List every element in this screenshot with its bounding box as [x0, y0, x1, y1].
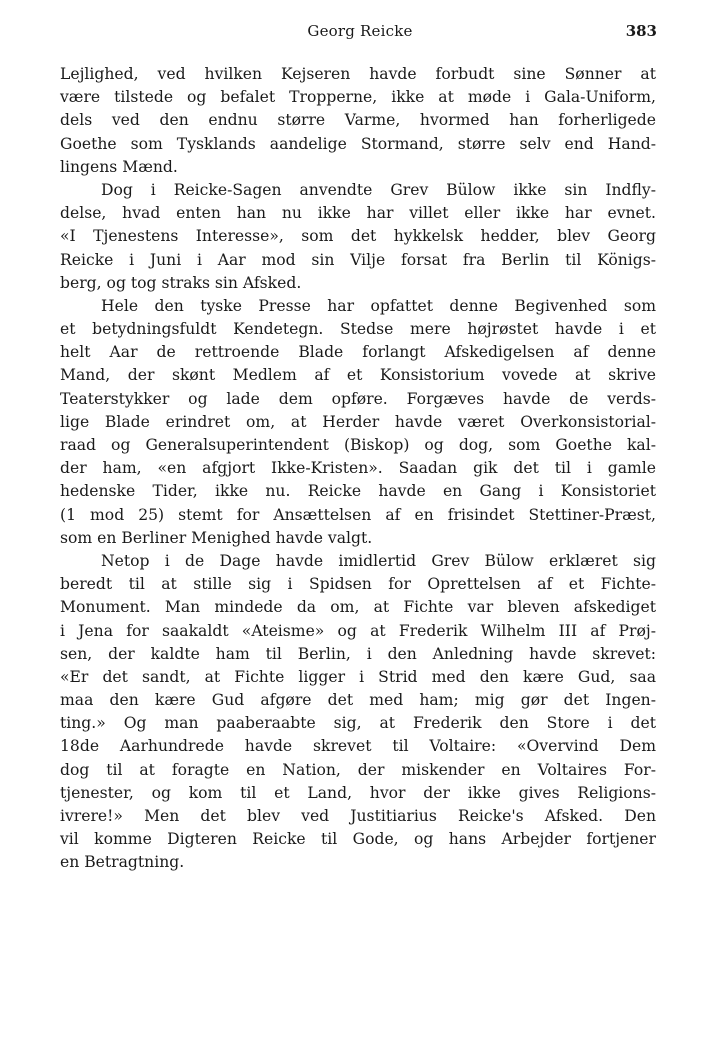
text-line: helt Aar de rettroende Blade forlangt Afskedigelsen af denne: [60, 343, 656, 362]
text-line: Reicke i Juni i Aar mod sin Vilje forsat fra Berlin til Königs-: [60, 250, 656, 269]
text-line: Monument. Man mindede da om, at Fichte var bleven afskediget: [60, 598, 656, 617]
text-line: vil komme Digteren Reicke til Gode, og hans Arbejder fortjener: [60, 830, 656, 849]
text-line: «Er det sandt, at Fichte ligger i Strid med den kære Gud, saa: [60, 667, 656, 686]
text-line: Dog i Reicke-Sagen anvendte Grev Bülow ikke sin Indfly-: [101, 180, 656, 199]
page-number: 383: [625, 22, 657, 40]
text-line: delse, hvad enten han nu ikke har villet eller ikke har evnet.: [60, 204, 656, 223]
text-line: 18de Aarhundrede havde skrevet til Voltaire: «Overvind Dem: [60, 737, 656, 756]
text-line: ivrere!» Men det blev ved Justitiarius Reicke's Afsked. Den: [60, 807, 656, 825]
text-line: maa den kære Gud afgøre det med ham; mig gør det Ingen-: [60, 691, 656, 710]
running-head: [60, 22, 660, 46]
text-line: «I Tjenestens Interesse», som det hykkelsk hedder, blev Georg: [60, 227, 656, 246]
text-line: beredt til at stille sig i Spidsen for Oprettelsen af et Fichte-: [60, 575, 656, 594]
text-line: Lejlighed, ved hvilken Kejseren havde forbudt sine Sønner at: [60, 65, 656, 83]
text-line: Goethe som Tysklands aandelige Stormand, større selv end Hand-: [60, 134, 656, 153]
text-line: der ham, «en afgjort Ikke-Kristen». Saadan gik det til i gamle: [60, 459, 656, 478]
text-line: et betydningsfuldt Kendetegn. Stedse mere højrøstet havde i et: [60, 320, 656, 339]
text-line: dog til at foragte en Nation, der miskender en Voltaires For-: [60, 760, 656, 779]
text-line: en Betragtning.: [60, 853, 185, 872]
text-line: som en Berliner Menighed havde valgt.: [60, 528, 373, 547]
text-line: tjenester, og kom til et Land, hvor der ikke gives Religions-: [60, 783, 656, 802]
running-title: Georg Reicke: [307, 22, 413, 40]
text-line: Hele den tyske Presse har opfattet denne Begivenhed som: [101, 296, 656, 315]
text-line: raad og Generalsuperintendent (Biskop) og dog, som Goethe kal-: [60, 436, 656, 454]
text-line: lingens Mænd.: [60, 157, 178, 176]
text-line: sen, der kaldte ham til Berlin, i den Anledning havde skrevet:: [60, 644, 656, 663]
text-line: dels ved den endnu større Varme, hvormed han forherligede: [60, 111, 656, 130]
text-line: ting.» Og man paaberaabte sig, at Frederik den Store i det: [60, 714, 656, 733]
body-text: [60, 63, 656, 875]
text-line: hedenske Tider, ikke nu. Reicke havde en Gang i Konsistoriet: [60, 482, 656, 501]
text-line: Netop i de Dage havde imidlertid Grev Bülow erklæret sig: [101, 551, 656, 570]
text-line: lige Blade erindret om, at Herder havde været Overkonsistorial-: [60, 412, 656, 431]
text-line: i Jena for saakaldt «Ateisme» og at Frederik Wilhelm III af Prøj-: [60, 621, 656, 640]
text-line: (1 mod 25) stemt for Ansættelsen af en frisindet Stettiner-Præst,: [60, 505, 656, 524]
text-line: være tilstede og befalet Tropperne, ikke at møde i Gala-Uniform,: [60, 88, 656, 107]
text-line: Teaterstykker og lade dem opføre. Forgæves havde de verds-: [60, 389, 656, 408]
text-line: berg, og tog straks sin Afsked.: [60, 273, 302, 292]
text-line: Mand, der skønt Medlem af et Konsistorium vovede at skrive: [60, 366, 656, 385]
